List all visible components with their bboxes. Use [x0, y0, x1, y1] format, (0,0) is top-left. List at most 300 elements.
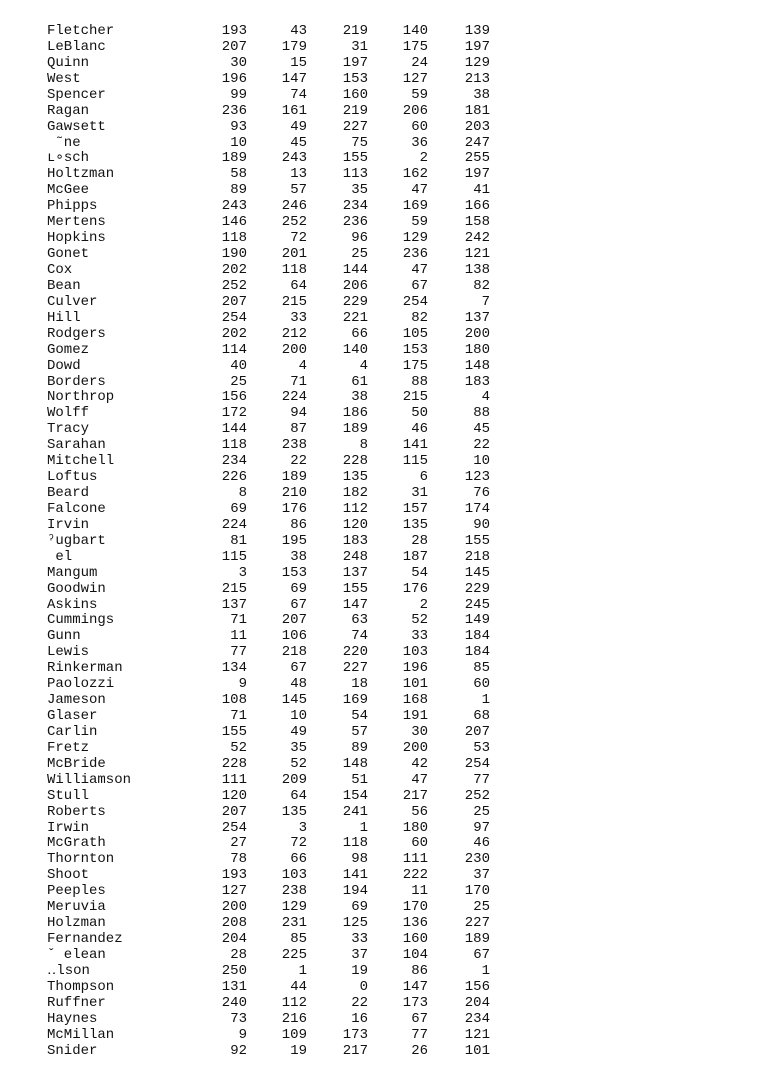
row-value-3: 89 [351, 739, 368, 756]
row-name: Holtzman [47, 166, 115, 183]
row-value-5: 213 [464, 70, 490, 87]
row-value-3: 19 [351, 962, 368, 979]
row-name: Goodwin [47, 580, 106, 597]
row-value-1: 11 [230, 628, 247, 645]
row-name: McGrath [47, 835, 106, 852]
row-value-5: 252 [464, 787, 490, 804]
table-row [0, 103, 760, 119]
row-value-4: 104 [402, 946, 428, 963]
table-row [0, 756, 760, 772]
row-value-3: 75 [351, 134, 368, 151]
row-value-1: 193 [221, 23, 247, 39]
row-value-3: 234 [342, 198, 368, 215]
row-value-3: 66 [351, 325, 368, 342]
row-value-3: 74 [351, 628, 368, 645]
row-value-3: 160 [342, 86, 368, 103]
table-row [0, 597, 760, 613]
row-value-1: 228 [221, 755, 247, 772]
row-value-4: 175 [402, 38, 428, 55]
row-value-5: 148 [464, 357, 490, 374]
row-value-4: 2 [419, 596, 428, 613]
row-value-2: 87 [290, 421, 307, 438]
row-value-5: 25 [473, 803, 490, 820]
table-row [0, 39, 760, 55]
row-value-2: 74 [290, 86, 307, 103]
row-value-5: 67 [473, 946, 490, 963]
row-value-2: 72 [290, 230, 307, 247]
row-value-4: 26 [411, 1042, 428, 1059]
table-row [0, 135, 760, 151]
table-row [0, 1027, 760, 1043]
row-value-3: 96 [351, 230, 368, 247]
row-value-2: 43 [290, 23, 307, 39]
table-row [0, 421, 760, 437]
row-value-3: 61 [351, 373, 368, 390]
row-value-2: 22 [290, 453, 307, 470]
row-value-1: 9 [238, 1026, 247, 1043]
row-value-2: 218 [281, 644, 307, 661]
row-value-1: 236 [221, 102, 247, 119]
row-value-5: 85 [473, 660, 490, 677]
row-value-4: 200 [402, 739, 428, 756]
row-value-4: 101 [402, 676, 428, 693]
row-value-1: 156 [221, 389, 247, 406]
row-value-2: 38 [290, 548, 307, 565]
row-value-4: 215 [402, 389, 428, 406]
row-value-4: 6 [419, 469, 428, 485]
row-value-5: 90 [473, 516, 490, 533]
row-value-4: 47 [411, 182, 428, 199]
row-name: LeBlanc [47, 38, 106, 55]
table-row [0, 979, 760, 995]
row-value-1: 25 [230, 373, 247, 390]
row-value-3: 57 [351, 723, 368, 740]
row-value-1: 240 [221, 994, 247, 1011]
row-value-5: 101 [464, 1042, 490, 1059]
table-row [0, 294, 760, 310]
row-name: Mitchell [47, 453, 115, 470]
row-value-5: 197 [464, 166, 490, 183]
row-name: McMillan [47, 1026, 115, 1043]
row-name: Mertens [47, 214, 106, 231]
row-value-5: 242 [464, 230, 490, 247]
row-value-3: 155 [342, 150, 368, 167]
table-row [0, 389, 760, 405]
row-name: Tracy [47, 421, 90, 438]
row-value-1: 115 [221, 548, 247, 565]
row-value-2: 112 [281, 994, 307, 1011]
row-value-5: 53 [473, 739, 490, 756]
row-value-3: 1 [359, 819, 368, 836]
table-row [0, 437, 760, 453]
row-value-2: 3 [298, 819, 307, 836]
row-value-3: 18 [351, 676, 368, 693]
row-name: Peeples [47, 883, 106, 900]
row-value-1: 131 [221, 978, 247, 995]
row-value-5: 129 [464, 54, 490, 71]
table-row [0, 517, 760, 533]
row-value-1: 108 [221, 692, 247, 709]
row-value-1: 118 [221, 230, 247, 247]
row-value-2: 225 [281, 946, 307, 963]
row-value-4: 222 [402, 867, 428, 884]
row-value-1: 190 [221, 246, 247, 262]
row-value-2: 33 [290, 309, 307, 326]
table-row [0, 708, 760, 724]
row-name: Gomez [47, 341, 90, 358]
row-value-2: 243 [281, 150, 307, 167]
row-value-4: 67 [411, 277, 428, 294]
row-value-5: 137 [464, 309, 490, 326]
row-value-5: 123 [464, 469, 490, 485]
row-value-3: 37 [351, 946, 368, 963]
row-value-2: 106 [281, 628, 307, 645]
row-value-5: 138 [464, 261, 490, 278]
row-name: Askins [47, 596, 98, 613]
row-value-3: 183 [342, 532, 368, 549]
row-value-4: 187 [402, 548, 428, 565]
row-value-5: 207 [464, 723, 490, 740]
row-value-3: 137 [342, 564, 368, 581]
row-value-4: 173 [402, 994, 428, 1011]
row-value-5: 184 [464, 644, 490, 661]
row-value-3: 112 [342, 500, 368, 517]
row-name: Snider [47, 1042, 98, 1059]
row-value-3: 186 [342, 405, 368, 422]
row-value-2: 109 [281, 1026, 307, 1043]
table-row [0, 23, 760, 39]
row-value-5: 1 [481, 692, 490, 709]
row-value-2: 19 [290, 1042, 307, 1059]
table-row [0, 835, 760, 851]
table-row [0, 230, 760, 246]
row-value-2: 44 [290, 978, 307, 995]
row-name: ˀugbart [47, 532, 106, 549]
row-value-2: 195 [281, 532, 307, 549]
table-row [0, 326, 760, 342]
row-value-4: 254 [402, 293, 428, 310]
table-row [0, 214, 760, 230]
row-value-5: 200 [464, 325, 490, 342]
table-row [0, 915, 760, 931]
row-name: Falcone [47, 500, 106, 517]
row-name: Fletcher [47, 23, 115, 39]
row-value-5: 254 [464, 755, 490, 772]
table-row [0, 660, 760, 676]
row-name: Thornton [47, 851, 115, 868]
row-value-5: 227 [464, 915, 490, 932]
row-value-1: 215 [221, 580, 247, 597]
row-value-4: 52 [411, 612, 428, 629]
row-value-1: 89 [230, 182, 247, 199]
row-value-5: 4 [481, 389, 490, 406]
row-value-2: 69 [290, 580, 307, 597]
table-row [0, 358, 760, 374]
row-name: Loftus [47, 469, 98, 485]
row-value-3: 125 [342, 915, 368, 932]
row-value-5: 247 [464, 134, 490, 151]
row-value-3: 33 [351, 931, 368, 947]
row-value-4: 103 [402, 644, 428, 661]
row-value-1: 30 [230, 54, 247, 71]
row-value-1: 81 [230, 532, 247, 549]
row-name: Cox [47, 261, 73, 278]
table-row [0, 644, 760, 660]
row-value-1: 58 [230, 166, 247, 183]
row-value-4: 54 [411, 564, 428, 581]
table-row [0, 55, 760, 71]
row-value-4: 47 [411, 261, 428, 278]
row-value-4: 196 [402, 660, 428, 677]
row-value-2: 189 [281, 469, 307, 485]
table-row [0, 931, 760, 947]
row-value-4: 141 [402, 437, 428, 454]
row-value-2: 231 [281, 915, 307, 932]
row-value-2: 179 [281, 38, 307, 55]
row-value-2: 35 [290, 739, 307, 756]
row-value-3: 98 [351, 851, 368, 868]
row-value-3: 31 [351, 38, 368, 55]
row-value-4: 105 [402, 325, 428, 342]
row-value-5: 76 [473, 485, 490, 501]
row-value-3: 8 [359, 437, 368, 454]
table-row [0, 198, 760, 214]
table-row [0, 87, 760, 103]
table-row [0, 851, 760, 867]
table-row [0, 453, 760, 469]
row-value-3: 25 [351, 246, 368, 262]
table-row [0, 342, 760, 358]
row-value-2: 85 [290, 931, 307, 947]
row-name: Borders [47, 373, 106, 390]
row-value-5: 174 [464, 500, 490, 517]
row-value-5: 255 [464, 150, 490, 167]
row-value-5: 121 [464, 1026, 490, 1043]
row-value-4: 11 [411, 883, 428, 900]
row-value-5: 170 [464, 883, 490, 900]
row-name: Roberts [47, 803, 106, 820]
row-value-5: 197 [464, 38, 490, 55]
row-name: Quinn [47, 54, 90, 71]
row-name: Lewis [47, 644, 90, 661]
table-row [0, 310, 760, 326]
row-name: Glaser [47, 708, 98, 724]
row-value-2: 94 [290, 405, 307, 422]
table-row [0, 995, 760, 1011]
row-value-3: 219 [342, 23, 368, 39]
table-row [0, 724, 760, 740]
row-name: Gunn [47, 628, 81, 645]
row-value-3: 38 [351, 389, 368, 406]
table-row [0, 963, 760, 979]
row-value-5: 25 [473, 899, 490, 916]
row-value-1: 254 [221, 309, 247, 326]
row-value-5: 180 [464, 341, 490, 358]
row-value-3: 148 [342, 755, 368, 772]
row-value-2: 64 [290, 787, 307, 804]
row-value-3: 241 [342, 803, 368, 820]
row-name: Bean [47, 277, 81, 294]
row-value-5: 166 [464, 198, 490, 215]
row-value-1: 71 [230, 708, 247, 724]
row-value-1: 27 [230, 835, 247, 852]
row-value-4: 30 [411, 723, 428, 740]
row-value-4: 67 [411, 1010, 428, 1027]
row-value-4: 77 [411, 1026, 428, 1043]
row-value-2: 1 [298, 962, 307, 979]
row-name: Carlin [47, 723, 98, 740]
row-value-5: 204 [464, 994, 490, 1011]
row-value-3: 206 [342, 277, 368, 294]
row-value-4: 168 [402, 692, 428, 709]
row-name: Irwin [47, 819, 90, 836]
table-row [0, 150, 760, 166]
row-value-5: 234 [464, 1010, 490, 1027]
row-name: Stull [47, 787, 90, 804]
row-value-1: 3 [238, 564, 247, 581]
row-value-3: 169 [342, 692, 368, 709]
row-value-5: 68 [473, 708, 490, 724]
row-value-1: 252 [221, 277, 247, 294]
row-value-4: 157 [402, 500, 428, 517]
row-value-5: 189 [464, 931, 490, 947]
row-value-4: 2 [419, 150, 428, 167]
row-value-2: 216 [281, 1010, 307, 1027]
row-value-5: 1 [481, 962, 490, 979]
row-value-1: 92 [230, 1042, 247, 1059]
row-value-1: 146 [221, 214, 247, 231]
row-value-5: 38 [473, 86, 490, 103]
row-value-2: 147 [281, 70, 307, 87]
row-value-3: 51 [351, 771, 368, 788]
row-value-1: 226 [221, 469, 247, 485]
row-value-1: 196 [221, 70, 247, 87]
row-value-1: 207 [221, 38, 247, 55]
row-value-4: 191 [402, 708, 428, 724]
row-name: Gonet [47, 246, 90, 262]
row-value-2: 209 [281, 771, 307, 788]
row-name: Spencer [47, 86, 106, 103]
row-value-5: 97 [473, 819, 490, 836]
row-value-3: 182 [342, 485, 368, 501]
table-row [0, 119, 760, 135]
row-value-2: 129 [281, 899, 307, 916]
row-value-3: 189 [342, 421, 368, 438]
row-value-1: 208 [221, 915, 247, 932]
row-value-1: 118 [221, 437, 247, 454]
row-name: ʟ∘sch [47, 150, 90, 167]
row-value-5: 181 [464, 102, 490, 119]
row-value-2: 212 [281, 325, 307, 342]
row-name: Hill [47, 309, 81, 326]
row-value-3: 140 [342, 341, 368, 358]
row-value-1: 73 [230, 1010, 247, 1027]
row-value-4: 47 [411, 771, 428, 788]
row-value-2: 10 [290, 708, 307, 724]
row-value-1: 207 [221, 803, 247, 820]
row-value-1: 137 [221, 596, 247, 613]
table-row [0, 628, 760, 644]
row-name: Jameson [47, 692, 106, 709]
row-value-5: 46 [473, 835, 490, 852]
row-value-4: 31 [411, 485, 428, 501]
table-row [0, 740, 760, 756]
table-row [0, 883, 760, 899]
row-value-1: 52 [230, 739, 247, 756]
row-name: Thompson [47, 978, 115, 995]
row-value-3: 227 [342, 660, 368, 677]
row-name: West [47, 70, 81, 87]
row-name: Haynes [47, 1010, 98, 1027]
row-value-2: 118 [281, 261, 307, 278]
row-value-5: 22 [473, 437, 490, 454]
table-row [0, 772, 760, 788]
row-value-2: 135 [281, 803, 307, 820]
table-row [0, 676, 760, 692]
row-value-3: 219 [342, 102, 368, 119]
row-value-4: 180 [402, 819, 428, 836]
row-value-3: 0 [359, 978, 368, 995]
row-value-5: 149 [464, 612, 490, 629]
row-value-4: 206 [402, 102, 428, 119]
row-value-3: 197 [342, 54, 368, 71]
row-value-1: 193 [221, 867, 247, 884]
row-value-5: 139 [464, 23, 490, 39]
row-value-3: 155 [342, 580, 368, 597]
row-value-5: 10 [473, 453, 490, 470]
row-value-1: 189 [221, 150, 247, 167]
row-name: McBride [47, 755, 106, 772]
table-row [0, 469, 760, 485]
table-row [0, 501, 760, 517]
table-row [0, 1011, 760, 1027]
row-value-3: 194 [342, 883, 368, 900]
row-value-3: 22 [351, 994, 368, 1011]
row-value-1: 78 [230, 851, 247, 868]
row-value-4: 59 [411, 214, 428, 231]
table-row [0, 804, 760, 820]
row-value-5: 82 [473, 277, 490, 294]
row-name: Rinkerman [47, 660, 123, 677]
row-name: Ruffner [47, 994, 106, 1011]
row-value-5: 121 [464, 246, 490, 262]
row-value-1: 93 [230, 118, 247, 135]
row-value-4: 86 [411, 962, 428, 979]
row-value-1: 120 [221, 787, 247, 804]
row-value-5: 45 [473, 421, 490, 438]
row-name: Rodgers [47, 325, 106, 342]
row-value-2: 161 [281, 102, 307, 119]
row-value-5: 7 [481, 293, 490, 310]
row-value-1: 200 [221, 899, 247, 916]
row-name: el [47, 548, 73, 565]
row-value-2: 67 [290, 660, 307, 677]
row-name: Sarahan [47, 437, 106, 454]
row-value-1: 71 [230, 612, 247, 629]
row-value-1: 127 [221, 883, 247, 900]
row-value-2: 238 [281, 437, 307, 454]
row-value-4: 136 [402, 915, 428, 932]
row-value-1: 8 [238, 485, 247, 501]
row-value-5: 245 [464, 596, 490, 613]
table-row [0, 166, 760, 182]
table-row [0, 533, 760, 549]
row-value-2: 13 [290, 166, 307, 183]
row-value-1: 114 [221, 341, 247, 358]
table-row [0, 1043, 760, 1059]
row-value-4: 28 [411, 532, 428, 549]
row-value-4: 59 [411, 86, 428, 103]
